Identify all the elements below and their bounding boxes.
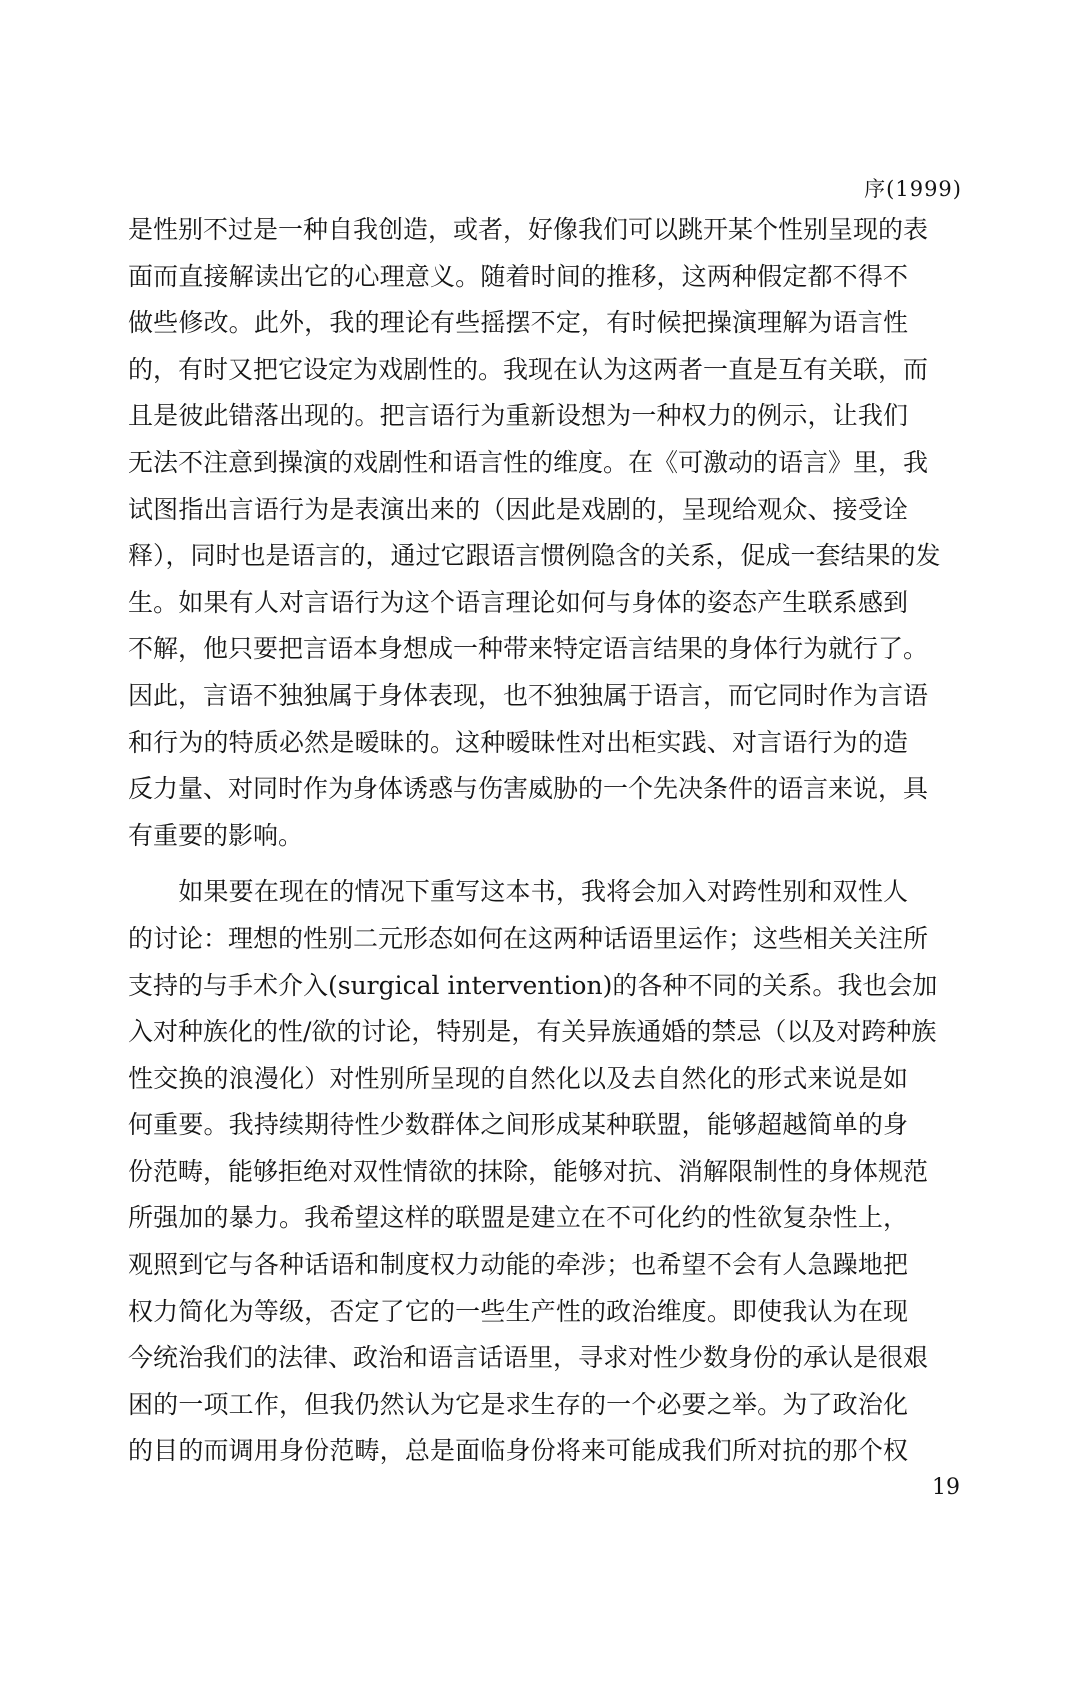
text-line: 释），同时也是语言的，通过它跟语言惯例隐含的关系，促成一套结果的发 — [128, 541, 941, 571]
text-line: 权力简化为等级，否定了它的一些生产性的政治维度。即使我认为在现 — [128, 1296, 908, 1326]
text-line: 的，有时又把它设定为戏剧性的。我现在认为这两者一直是互有关联，而 — [128, 354, 929, 384]
text-line: 何重要。我持续期待性少数群体之间形成某种联盟，能够超越简单的身 — [128, 1110, 908, 1140]
body-text — [128, 207, 941, 1475]
text-line: 的目的而调用身份范畴，总是面临身份将来可能成我们所对抗的那个权 — [128, 1436, 908, 1466]
text-line: 反力量、对同时作为身体诱惑与伤害威胁的一个先决条件的语言来说，具 — [128, 774, 929, 804]
text-line: 面而直接解读出它的心理意义。随着时间的推移，这两种假定都不得不 — [128, 261, 908, 291]
text-line: 生。如果有人对言语行为这个语言理论如何与身体的姿态产生联系感到 — [128, 587, 908, 617]
text-line: 做些修改。此外，我的理论有些摇摆不定，有时候把操演理解为语言性 — [128, 308, 908, 338]
page-number: 19 — [932, 1475, 960, 1500]
text-line: 今统治我们的法律、政治和语言话语里，寻求对性少数身份的承认是很艰 — [128, 1343, 929, 1373]
text-line: 且是彼此错落出现的。把言语行为重新设想为一种权力的例示，让我们 — [128, 401, 908, 431]
text-line: 困的一项工作，但我仍然认为它是求生存的一个必要之举。为了政治化 — [128, 1389, 908, 1419]
text-line: 试图指出言语行为是表演出来的（因此是戏剧的，呈现给观众、接受诠 — [128, 494, 908, 524]
paragraph — [128, 869, 938, 1475]
text-line: 是性别不过是一种自我创造，或者，好像我们可以跳开某个性别呈现的表 — [128, 215, 929, 244]
text-line: 因此，言语不独独属于身体表现，也不独独属于语言，而它同时作为言语 — [128, 680, 929, 710]
text-line: 如果要在现在的情况下重写这本书，我将会加入对跨性别和双性人 — [128, 877, 908, 907]
text-line: 无法不注意到操演的戏剧性和语言性的维度。在《可激动的语言》里，我 — [128, 447, 929, 477]
text-line: 所强加的暴力。我希望这样的联盟是建立在不可化约的性欲复杂性上， — [128, 1203, 908, 1233]
text-line: 入对种族化的性/欲的讨论，特别是，有关异族通婚的禁忌（以及对跨种族 — [128, 1017, 937, 1047]
text-line: 观照到它与各种话语和制度权力动能的牵涉；也希望不会有人急躁地把 — [128, 1250, 908, 1280]
text-line: 性交换的浪漫化）对性别所呈现的自然化以及去自然化的形式来说是如 — [128, 1063, 908, 1093]
text-line: 支持的与手术介入(surgical intervention)的各种不同的关系。我也会加 — [128, 970, 938, 1000]
paragraph — [128, 207, 941, 859]
paragraph-gap — [128, 859, 908, 869]
text-line: 和行为的特质必然是暧昧的。这种暧昧性对出柜实践、对言语行为的造 — [128, 727, 908, 757]
text-line: 的讨论：理想的性别二元形态如何在这两种话语里运作；这些相关关注所 — [128, 923, 929, 953]
text-line: 份范畴，能够拒绝对双性情欲的抹除，能够对抗、消解限制性的身体规范 — [128, 1156, 929, 1186]
running-header: 序(1999) — [864, 177, 962, 201]
text-line: 不解，他只要把言语本身想成一种带来特定语言结果的身体行为就行了。 — [128, 634, 929, 664]
text-line: 有重要的影响。 — [128, 820, 304, 850]
